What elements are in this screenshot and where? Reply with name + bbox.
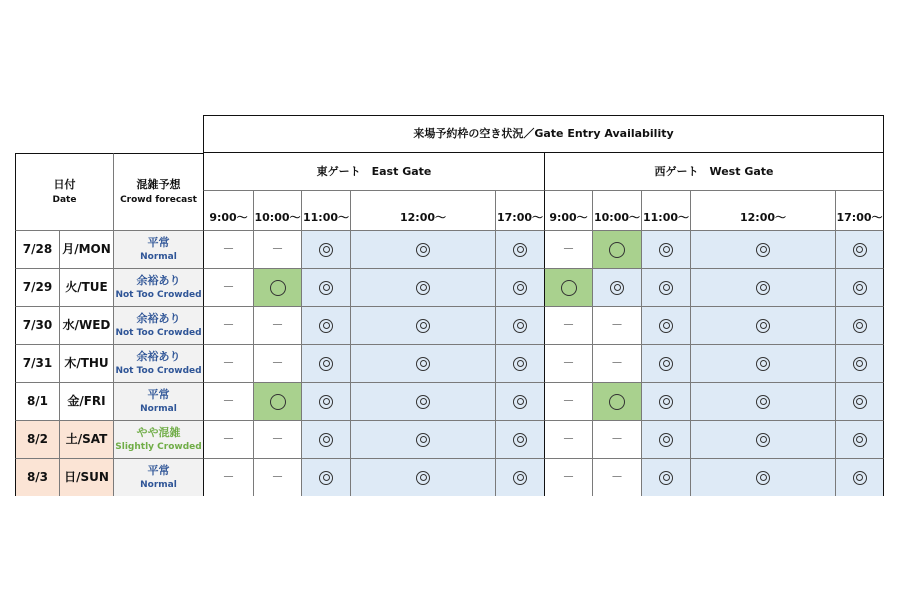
double-circle-icon <box>853 357 867 371</box>
forecast-en: Normal <box>140 404 177 415</box>
forecast-ja: 余裕あり <box>136 349 181 363</box>
west-slot-cell <box>592 382 641 420</box>
dash-mark: － <box>562 394 575 408</box>
date-text: 7/28 <box>22 242 53 256</box>
date-cell <box>15 230 59 268</box>
east-slot-cell <box>495 458 544 496</box>
dash-mark: － <box>271 432 284 446</box>
west-slot-cell <box>690 268 835 306</box>
west-slot-cell <box>544 306 592 344</box>
date-cell <box>15 306 59 344</box>
east-slot-cell <box>350 268 495 306</box>
weekday-text: 金/FRI <box>67 394 106 408</box>
time-label: 17:00～ <box>836 210 883 224</box>
west-slot-cell <box>835 382 884 420</box>
forecast-ja: 余裕あり <box>136 311 181 325</box>
east-slot-cell <box>253 458 301 496</box>
dash-mark: － <box>562 432 575 446</box>
east-slot-cell <box>350 382 495 420</box>
double-circle-icon <box>659 281 673 295</box>
date-header <box>15 153 113 230</box>
circle-icon <box>270 394 286 410</box>
forecast-ja: 平常 <box>147 387 170 401</box>
east-slot-cell <box>203 268 253 306</box>
east-slot-cell <box>203 230 253 268</box>
double-circle-icon <box>319 395 333 409</box>
date-header-ja: 日付 <box>53 177 76 191</box>
double-circle-icon <box>659 471 673 485</box>
date-text: 7/29 <box>22 280 53 294</box>
east-slot-cell <box>350 306 495 344</box>
time-header-east-1700 <box>495 191 544 230</box>
west-slot-cell <box>544 458 592 496</box>
circle-icon <box>270 280 286 296</box>
double-circle-icon <box>513 471 527 485</box>
date-text: 8/2 <box>26 432 49 446</box>
west-slot-cell <box>641 458 690 496</box>
double-circle-icon <box>659 395 673 409</box>
time-label: 10:00～ <box>593 210 640 224</box>
west-slot-cell <box>690 344 835 382</box>
time-header-east-1000 <box>253 191 301 230</box>
west-slot-cell <box>544 382 592 420</box>
dash-mark: － <box>610 318 623 332</box>
west-slot-cell <box>690 306 835 344</box>
west-slot-cell <box>690 230 835 268</box>
east-slot-cell <box>350 230 495 268</box>
forecast-en: Not Too Crowded <box>115 290 202 301</box>
east-slot-cell <box>350 344 495 382</box>
double-circle-icon <box>756 433 770 447</box>
time-header-east-0900 <box>203 191 253 230</box>
time-label: 9:00～ <box>209 210 248 224</box>
time-header-east-1100 <box>301 191 350 230</box>
double-circle-icon <box>756 243 770 257</box>
double-circle-icon <box>513 243 527 257</box>
west-slot-cell <box>544 230 592 268</box>
weekday-cell <box>59 458 113 496</box>
weekday-cell <box>59 268 113 306</box>
time-label: 10:00～ <box>254 210 301 224</box>
time-label: 12:00～ <box>739 210 786 224</box>
west-slot-cell <box>690 420 835 458</box>
double-circle-icon <box>513 281 527 295</box>
double-circle-icon <box>513 433 527 447</box>
double-circle-icon <box>659 433 673 447</box>
forecast-cell <box>113 230 203 268</box>
dash-mark: － <box>271 318 284 332</box>
west-slot-cell <box>592 268 641 306</box>
date-cell <box>15 268 59 306</box>
dash-mark: － <box>222 280 235 294</box>
double-circle-icon <box>513 357 527 371</box>
east-slot-cell <box>301 458 350 496</box>
east-slot-cell <box>495 420 544 458</box>
forecast-cell <box>113 458 203 496</box>
dash-mark: － <box>222 470 235 484</box>
forecast-en: Normal <box>140 252 177 263</box>
double-circle-icon <box>756 281 770 295</box>
double-circle-icon <box>659 243 673 257</box>
time-label: 17:00～ <box>496 210 543 224</box>
forecast-header-en: Crowd forecast <box>120 195 197 206</box>
forecast-ja: 平常 <box>147 235 170 249</box>
west-slot-cell <box>544 344 592 382</box>
west-gate-label: 西ゲート West Gate <box>654 164 774 178</box>
forecast-cell <box>113 420 203 458</box>
east-slot-cell <box>301 382 350 420</box>
east-slot-cell <box>301 306 350 344</box>
forecast-cell <box>113 344 203 382</box>
west-slot-cell <box>835 420 884 458</box>
west-slot-cell <box>641 344 690 382</box>
weekday-text: 日/SUN <box>64 470 109 484</box>
east-slot-cell <box>350 420 495 458</box>
circle-icon <box>561 280 577 296</box>
dash-mark: － <box>222 394 235 408</box>
double-circle-icon <box>853 319 867 333</box>
east-slot-cell <box>253 420 301 458</box>
west-gate-header <box>544 153 884 191</box>
dash-mark: － <box>562 356 575 370</box>
east-slot-cell <box>203 306 253 344</box>
east-slot-cell <box>203 344 253 382</box>
double-circle-icon <box>416 319 430 333</box>
time-header-east-1200 <box>350 191 495 230</box>
west-slot-cell <box>835 458 884 496</box>
double-circle-icon <box>853 395 867 409</box>
east-slot-cell <box>253 268 301 306</box>
east-slot-cell <box>203 382 253 420</box>
east-slot-cell <box>253 344 301 382</box>
dash-mark: － <box>222 432 235 446</box>
time-header-west-1000 <box>592 191 641 230</box>
table-title <box>203 115 884 153</box>
double-circle-icon <box>513 319 527 333</box>
weekday-text: 土/SAT <box>65 432 108 446</box>
double-circle-icon <box>756 357 770 371</box>
double-circle-icon <box>853 281 867 295</box>
west-slot-cell <box>544 420 592 458</box>
west-slot-cell <box>592 306 641 344</box>
east-slot-cell <box>495 268 544 306</box>
weekday-text: 水/WED <box>62 318 111 332</box>
double-circle-icon <box>756 471 770 485</box>
west-slot-cell <box>544 268 592 306</box>
forecast-en: Slightly Crowded <box>115 442 202 453</box>
west-slot-cell <box>641 420 690 458</box>
forecast-en: Not Too Crowded <box>115 366 202 377</box>
west-slot-cell <box>690 458 835 496</box>
forecast-ja: やや混雑 <box>136 425 181 439</box>
time-label: 11:00～ <box>642 210 689 224</box>
west-slot-cell <box>835 306 884 344</box>
west-slot-cell <box>835 344 884 382</box>
double-circle-icon <box>416 395 430 409</box>
east-slot-cell <box>495 306 544 344</box>
weekday-cell <box>59 420 113 458</box>
forecast-en: Normal <box>140 480 177 491</box>
date-text: 7/31 <box>22 356 53 370</box>
weekday-text: 木/THU <box>64 356 109 370</box>
east-slot-cell <box>301 420 350 458</box>
dash-mark: － <box>562 318 575 332</box>
date-cell <box>15 420 59 458</box>
time-header-west-1100 <box>641 191 690 230</box>
weekday-cell <box>59 382 113 420</box>
east-slot-cell <box>350 458 495 496</box>
time-label: 9:00～ <box>549 210 588 224</box>
date-text: 8/3 <box>26 470 49 484</box>
double-circle-icon <box>756 319 770 333</box>
double-circle-icon <box>659 319 673 333</box>
double-circle-icon <box>319 433 333 447</box>
dash-mark: － <box>271 242 284 256</box>
time-label: 12:00～ <box>399 210 446 224</box>
double-circle-icon <box>319 357 333 371</box>
west-slot-cell <box>592 344 641 382</box>
weekday-cell <box>59 344 113 382</box>
time-label: 11:00～ <box>302 210 349 224</box>
dash-mark: － <box>222 242 235 256</box>
date-text: 7/30 <box>22 318 53 332</box>
double-circle-icon <box>416 471 430 485</box>
double-circle-icon <box>610 281 624 295</box>
date-cell <box>15 344 59 382</box>
circle-icon <box>609 394 625 410</box>
double-circle-icon <box>853 433 867 447</box>
forecast-cell <box>113 306 203 344</box>
double-circle-icon <box>513 395 527 409</box>
double-circle-icon <box>319 471 333 485</box>
dash-mark: － <box>271 356 284 370</box>
east-slot-cell <box>301 268 350 306</box>
dash-mark: － <box>222 318 235 332</box>
double-circle-icon <box>416 433 430 447</box>
east-slot-cell <box>203 458 253 496</box>
weekday-text: 月/MON <box>62 242 111 256</box>
west-slot-cell <box>641 306 690 344</box>
west-slot-cell <box>835 230 884 268</box>
weekday-cell <box>59 306 113 344</box>
weekday-cell <box>59 230 113 268</box>
dash-mark: － <box>562 242 575 256</box>
dash-mark: － <box>610 432 623 446</box>
dash-mark: － <box>562 470 575 484</box>
west-slot-cell <box>592 458 641 496</box>
date-text: 8/1 <box>26 394 49 408</box>
east-slot-cell <box>253 382 301 420</box>
date-header-en: Date <box>52 195 77 206</box>
double-circle-icon <box>416 357 430 371</box>
double-circle-icon <box>853 471 867 485</box>
west-slot-cell <box>592 420 641 458</box>
forecast-ja: 余裕あり <box>136 273 181 287</box>
dash-mark: － <box>610 356 623 370</box>
west-slot-cell <box>690 382 835 420</box>
west-slot-cell <box>641 268 690 306</box>
east-slot-cell <box>495 344 544 382</box>
time-header-west-1200 <box>690 191 835 230</box>
double-circle-icon <box>756 395 770 409</box>
east-gate-header <box>203 153 544 191</box>
dash-mark: － <box>610 470 623 484</box>
east-slot-cell <box>203 420 253 458</box>
time-header-west-1700 <box>835 191 884 230</box>
double-circle-icon <box>659 357 673 371</box>
double-circle-icon <box>416 281 430 295</box>
east-gate-label: 東ゲート East Gate <box>316 164 432 178</box>
east-slot-cell <box>301 344 350 382</box>
double-circle-icon <box>853 243 867 257</box>
date-cell <box>15 458 59 496</box>
weekday-text: 火/TUE <box>65 280 108 294</box>
east-slot-cell <box>495 382 544 420</box>
forecast-en: Not Too Crowded <box>115 328 202 339</box>
dash-mark: － <box>222 356 235 370</box>
west-slot-cell <box>641 382 690 420</box>
east-slot-cell <box>253 230 301 268</box>
west-slot-cell <box>835 268 884 306</box>
double-circle-icon <box>319 281 333 295</box>
east-slot-cell <box>495 230 544 268</box>
east-slot-cell <box>253 306 301 344</box>
double-circle-icon <box>319 319 333 333</box>
table-title-text: 来場予約枠の空き状況／Gate Entry Availability <box>413 127 674 141</box>
dash-mark: － <box>271 470 284 484</box>
double-circle-icon <box>416 243 430 257</box>
circle-icon <box>609 242 625 258</box>
date-cell <box>15 382 59 420</box>
double-circle-icon <box>319 243 333 257</box>
time-header-west-0900 <box>544 191 592 230</box>
forecast-ja: 平常 <box>147 463 170 477</box>
forecast-header <box>113 153 203 230</box>
west-slot-cell <box>641 230 690 268</box>
forecast-header-ja: 混雑予想 <box>136 177 181 191</box>
east-slot-cell <box>301 230 350 268</box>
west-slot-cell <box>592 230 641 268</box>
forecast-cell <box>113 382 203 420</box>
forecast-cell <box>113 268 203 306</box>
